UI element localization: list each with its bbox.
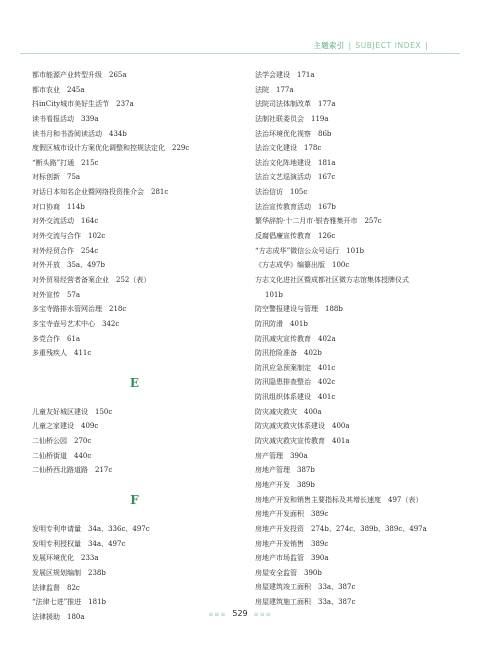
index-entry: 发明专利申请量 34a、336c、497c <box>32 525 150 534</box>
index-entry: 对外宣传 57a <box>32 290 81 299</box>
index-entry: “法律七进”推进 181b <box>32 598 106 607</box>
index-entry: 防汛组织体系建设 401c <box>255 393 336 402</box>
index-entry: 反腐倡廉宣传教育 126c <box>255 232 336 241</box>
section-letter-e: E <box>129 375 140 390</box>
index-entry: 法治文艺巡演活动 167c <box>255 173 336 182</box>
index-group-right-a <box>255 68 455 273</box>
index-entry: 防灾减灾救灾 400a <box>255 407 322 416</box>
footer-deco-right: ≡≡≡ <box>253 611 272 618</box>
index-entry: 房地产市场监管 390a <box>255 554 329 563</box>
index-entry: 防灾减灾救灾宣传教育 401a <box>255 437 350 446</box>
index-entry: 对外交流活动 164c <box>32 217 99 226</box>
index-entry: 房地产开发和销售主要指标及其增长速度 497（表） <box>255 495 423 504</box>
index-entry: 房屋安全监管 390b <box>255 568 322 577</box>
index-entry: 发展区规划编制 238b <box>32 568 106 577</box>
index-entry: 都市能源产业转型升级 265a <box>32 71 127 79</box>
index-entry: 对标创新 75a <box>32 173 81 182</box>
index-entry: 法治文化阵地建设 181a <box>255 158 336 167</box>
index-entry: 多党合作 61a <box>32 334 81 343</box>
header-title-en: SUBJECT INDEX <box>355 41 422 50</box>
index-entry: 对外交流与合作 102c <box>32 232 106 241</box>
index-entry: 多重残疾人 411c <box>32 349 92 358</box>
header-tick: | <box>425 41 428 50</box>
index-entry: 法律监督 82c <box>32 583 80 592</box>
index-entry: 房产管理 390a <box>255 451 308 460</box>
index-entry: “断头路”打通 215c <box>32 158 99 167</box>
section-letter-f: F <box>130 493 139 508</box>
footer-deco-left: ≡≡≡ <box>208 611 227 618</box>
index-entry: 《方志成华》编纂出版 100c <box>255 261 350 270</box>
index-entry: 防空警报建设与管理 188b <box>255 305 343 314</box>
index-entry: 对外开放 35a、497b <box>32 261 105 270</box>
page-number: 529 <box>232 609 248 618</box>
index-entry: 二仙桥西北路道路 217c <box>32 466 113 475</box>
index-entry: 对外贸易经营者备案企业 252（表） <box>32 275 151 284</box>
index-entry: 法治宣传教育活动 167b <box>255 202 336 211</box>
index-entry: 儿童之家建设 409c <box>32 422 99 431</box>
index-entry: 房地产开发面积 389c <box>255 510 329 519</box>
index-entry: 法学会建设 171a <box>255 71 315 79</box>
index-group-right-b <box>255 302 455 609</box>
index-column-right <box>255 68 455 610</box>
index-entry: 都市农业 245a <box>32 85 85 94</box>
index-entry: 法制社联委员会 119a <box>255 114 329 123</box>
index-entry: 抖inCity城市美好生活节 237a <box>32 100 134 109</box>
index-entry: 房地产开发投资 274b、274c、389b、389c、497a <box>255 524 427 533</box>
index-entry: 对口协商 114b <box>32 202 85 211</box>
index-entry: 法院司法体制改革 177a <box>255 100 336 109</box>
index-entry: 防灾减灾救灾体系建设 400a <box>255 422 350 431</box>
header-rule <box>20 53 460 54</box>
index-entry: 防汛应急预案制定 401c <box>255 363 336 372</box>
index-entry-continued: 101b <box>265 290 283 299</box>
index-entry: 防汛隐患排查整治 402c <box>255 378 336 387</box>
index-entry: 法治信访 105c <box>255 188 308 197</box>
index-entry: 法律援助 180a <box>32 612 85 621</box>
index-entry: 对外经贸合作 254c <box>32 246 99 255</box>
index-entry: “方志成华”微信公众号运行 101b <box>255 246 364 255</box>
index-entry: 多宝寺壶号艺术中心 342c <box>32 319 120 328</box>
index-entry: 法院 177a <box>255 85 294 94</box>
index-entry: 繁华辞韵·十二月市·银杏雅集开市 257c <box>255 217 382 226</box>
page-footer <box>0 609 480 618</box>
header-separator: | <box>348 41 352 50</box>
index-entry: 房地产开发 389b <box>255 480 315 489</box>
index-entry: 房屋建筑竣工面积 33a、387c <box>255 583 356 592</box>
index-entry: 读书月和书香阅读活动 434b <box>32 129 127 138</box>
index-group-d <box>32 68 237 361</box>
index-entry: 多宝寺路排水管网治理 218c <box>32 305 127 314</box>
index-entry: 方志文化进社区暨成都社区微方志馆集体授牌仪式 <box>255 275 409 284</box>
index-entry: 防汛减灾宣传教育 402a <box>255 334 336 343</box>
page-header <box>313 40 428 51</box>
index-entry: 二仙桥公园 270c <box>32 437 92 446</box>
index-group-e <box>32 405 237 478</box>
header-title-cn: 主题索引 <box>313 41 345 50</box>
index-entry: 防汛抢险准备 402b <box>255 349 322 358</box>
index-entry: 发明专利授权量 34a、497c <box>32 539 126 548</box>
index-entry: 房地产开发销售 389c <box>255 539 329 548</box>
index-entry: 房地产管理 387b <box>255 466 315 475</box>
index-entry: 读书看报活动 339a <box>32 114 99 123</box>
index-entry: 发展环境优化 233a <box>32 554 99 563</box>
index-entry: 法治环境优化视察 86b <box>255 129 332 138</box>
index-entry: 二仙桥街道 440c <box>32 451 92 460</box>
index-entry: 防汛防滑 401b <box>255 319 308 328</box>
index-entry: 儿童友好城区建设 150c <box>32 407 113 416</box>
index-entry: 对话日本知名企业暨网络投资推介会 281c <box>32 188 169 197</box>
index-entry: 度假区城市设计方案优化调整和控规法定化 229c <box>32 144 190 153</box>
index-entry: 房屋建筑施工面积 33a、387c <box>255 598 356 607</box>
index-column-left <box>32 68 237 625</box>
index-entry: 法治文化建设 178c <box>255 144 322 153</box>
